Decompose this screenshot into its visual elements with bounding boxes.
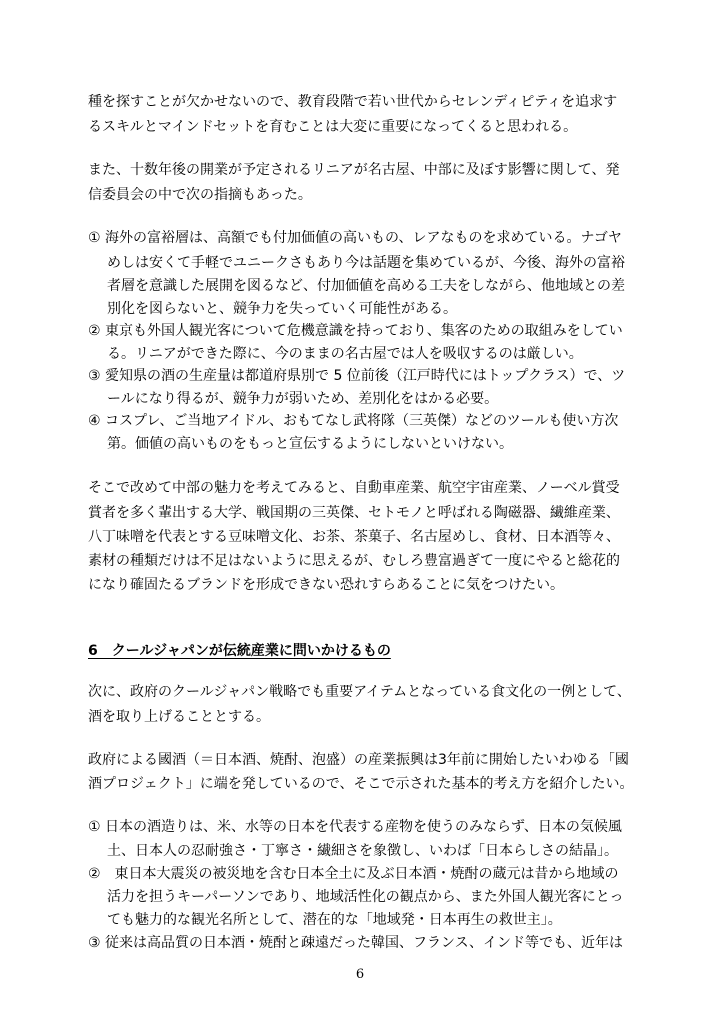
paragraph-3-line-1: そこで改めて中部の魅力を考えてみると、自動車産業、航空宇宙産業、ノーベル賞受 xyxy=(88,480,620,496)
list-1-item-1-line-1: ① 海外の富裕層は、高額でも付加価値の高いもの、レアなものを求めている。ナゴヤ xyxy=(88,230,622,246)
paragraph-1-line-2: るスキルとマインドセットを育むことは大変に重要になってくると思われる。 xyxy=(88,119,578,135)
list-1-item-1-line-4: 別化を図らないと、競争力を失っていく可能性がある。 xyxy=(107,301,457,317)
list-1-item-1-line-2: めしは安くて手軽でユニークさもあり今は話題を集めているが、今後、海外の富裕 xyxy=(107,255,625,271)
list-2-item-1-line-2: 土、日本人の忍耐強さ・丁寧さ・繊細さを象徴し、いわば「日本らしさの結晶」。 xyxy=(107,843,618,859)
list-2-item-1-line-1: ① 日本の酒造りは、米、水等の日本を代表する産物を使うのみならず、日本の気候風 xyxy=(88,819,622,835)
paragraph-3-line-2: 賞者を多く輩出する大学、戦国期の三英傑、セトモノと呼ばれる陶磁器、繊維産業、 xyxy=(88,505,620,521)
list-2-item-2-line-1: ② 東日本大震災の被災地を含む日本全土に及ぶ日本酒・焼酎の蔵元は昔から地域の xyxy=(88,866,619,882)
list-1-item-2-line-1: ② 東京も外国人観光客について危機意識を持っており、集客のための取組みをしてい xyxy=(88,323,623,339)
page-number: 6 xyxy=(355,967,365,982)
paragraph-2-line-1: また、十数年後の開業が予定されるリニアが名古屋、中部に及ぼす影響に関して、発 xyxy=(88,162,620,178)
paragraph-1-line-1: 種を探すことが欠かせないので、教育段階で若い世代からセレンディピティを追求す xyxy=(88,94,618,110)
paragraph-4-line-2: 酒を取り上げることとする。 xyxy=(88,709,270,725)
list-1-item-3-line-2: ールになり得るが、競争力が弱いため、差別化をはかる必要。 xyxy=(107,391,499,407)
paragraph-3-line-3: 八丁味噌を代表とする豆味噌文化、お茶、茶菓子、名古屋めし、食材、日本酒等々、 xyxy=(88,529,620,545)
list-2-item-3-line-1: ③ 従来は高品質の日本酒・焼酎と疎遠だった韓国、フランス、インド等でも、近年は xyxy=(88,935,623,951)
paragraph-3-line-5: になり確固たるブランドを形成できない恐れすらあることに気をつけたい。 xyxy=(88,577,564,593)
paragraph-2-line-2: 信委員会の中で次の指摘もあった。 xyxy=(88,187,312,203)
paragraph-5-line-2: 酒プロジェクト」に端を発しているので、そこで示された基本的考え方を紹介したい。 xyxy=(88,776,634,792)
list-2-item-2-line-2: 活力を担うキーパーソンであり、地域活性化の観点から、また外国人観光客にとっ xyxy=(107,889,624,905)
paragraph-4-line-1: 次に、政府のクールジャパン戦略でも重要アイテムとなっている食文化の一例として、 xyxy=(88,684,631,700)
list-1-item-4-line-1: ④ コスプレ、ご当地アイドル、おもてなし武将隊（三英傑）などのツールも使い方次 xyxy=(88,413,619,429)
list-1-item-2-line-2: る。リニアができた際に、今のままの名古屋では人を吸収するのは厳しい。 xyxy=(107,346,583,362)
list-1-item-4-line-2: 第。価値の高いものをもっと宣伝するようにしないといけない。 xyxy=(107,436,513,452)
list-2-item-2-line-3: ても魅力的な観光名所として、潜在的な「地域発・日本再生の救世主」。 xyxy=(107,912,562,928)
list-1-item-3-line-1: ③ 愛知県の酒の生産量は都道府県別で 5 位前後（江戸時代にはトップクラス）で、ツ xyxy=(88,368,626,384)
paragraph-3-line-4: 素材の種類だけは不足はないように思えるが、むしろ豊富過ぎて一度にやると総花的 xyxy=(88,553,620,569)
paragraph-5-line-1: 政府による國酒（＝日本酒、焼酎、泡盛）の産業振興は3年前に開始したいわゆる「國 xyxy=(88,752,629,768)
section-heading: 6 クールジャパンが伝統産業に問いかけるもの xyxy=(88,643,391,659)
list-1-item-1-line-3: 者層を意識した展開を図るなど、付加価値を高める工夫をしながら、他地域との差 xyxy=(107,278,625,294)
